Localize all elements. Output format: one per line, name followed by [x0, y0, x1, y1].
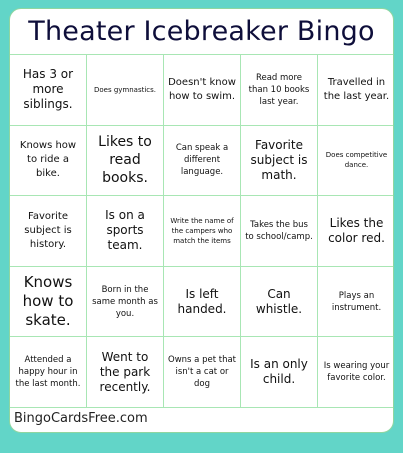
cell-text: Is on a sports team.: [105, 208, 145, 253]
cell-text: Born in the same month as you.: [92, 284, 158, 319]
bingo-cell[interactable]: [10, 267, 87, 338]
bingo-cell[interactable]: [318, 196, 394, 267]
cell-text: Went to the park recently.: [99, 349, 151, 394]
bingo-cell[interactable]: [10, 126, 87, 197]
cell-text: Can whistle.: [255, 286, 303, 316]
cell-text: Knows how to ride a bike.: [19, 140, 77, 180]
cell-text: Is an only child.: [250, 357, 308, 387]
cell-text: Is wearing your favorite color.: [323, 361, 390, 384]
cell-text: Takes the bus to school/camp.: [245, 219, 313, 242]
bingo-cell[interactable]: [241, 55, 318, 126]
cell-text: Write the name of the campers who match the items: [170, 216, 234, 245]
bingo-cell[interactable]: [87, 337, 164, 408]
bingo-cell[interactable]: [318, 55, 394, 126]
cell-text: Does gymnastics.: [93, 85, 157, 94]
bingo-cell[interactable]: [318, 267, 394, 338]
cell-text: Favorite subject is math.: [250, 137, 308, 182]
bingo-cell[interactable]: [87, 267, 164, 338]
cell-text: Does competitive dance.: [325, 151, 388, 170]
bingo-cell[interactable]: [241, 337, 318, 408]
cell-text: Doesn't know how to swim.: [168, 76, 236, 102]
bingo-cell[interactable]: [87, 126, 164, 197]
cell-text: Can speak a different language.: [175, 143, 229, 178]
bingo-cell[interactable]: [241, 126, 318, 197]
bingo-card: [9, 8, 394, 433]
cell-text: Owns a pet that isn't a cat or dog: [168, 355, 236, 390]
bingo-cell[interactable]: [318, 337, 394, 408]
bingo-cell[interactable]: [164, 126, 241, 197]
cell-text: Read more than 10 books last year.: [248, 72, 310, 107]
bingo-cell[interactable]: [10, 55, 87, 126]
cell-text: Likes to read books.: [98, 134, 152, 187]
cell-text: Likes the color red.: [328, 215, 385, 245]
bingo-cell[interactable]: [164, 337, 241, 408]
bingo-cell[interactable]: [164, 267, 241, 338]
bingo-grid: [10, 55, 394, 408]
card-title: Theater Icebreaker Bingo: [10, 9, 393, 55]
bingo-cell[interactable]: [164, 55, 241, 126]
cell-text: Is left handed.: [177, 286, 227, 316]
bingo-cell[interactable]: [87, 55, 164, 126]
bingo-cell[interactable]: [10, 337, 87, 408]
bingo-cell[interactable]: [318, 126, 394, 197]
bingo-cell[interactable]: [241, 267, 318, 338]
bingo-cell[interactable]: [241, 196, 318, 267]
bingo-cell[interactable]: [10, 196, 87, 267]
cell-text: Has 3 or more siblings.: [22, 67, 74, 112]
cell-text: Knows how to skate.: [22, 273, 74, 330]
cell-text: Travelled in the last year.: [323, 76, 390, 102]
bingo-cell[interactable]: [87, 196, 164, 267]
site-credit: BingoCardsFree.com: [14, 411, 148, 426]
cell-text: Favorite subject is history.: [24, 210, 72, 250]
cell-text: Attended a happy hour in the last month.: [15, 355, 81, 390]
cell-text: Plays an instrument.: [331, 290, 382, 313]
bingo-cell-center[interactable]: [164, 196, 241, 267]
